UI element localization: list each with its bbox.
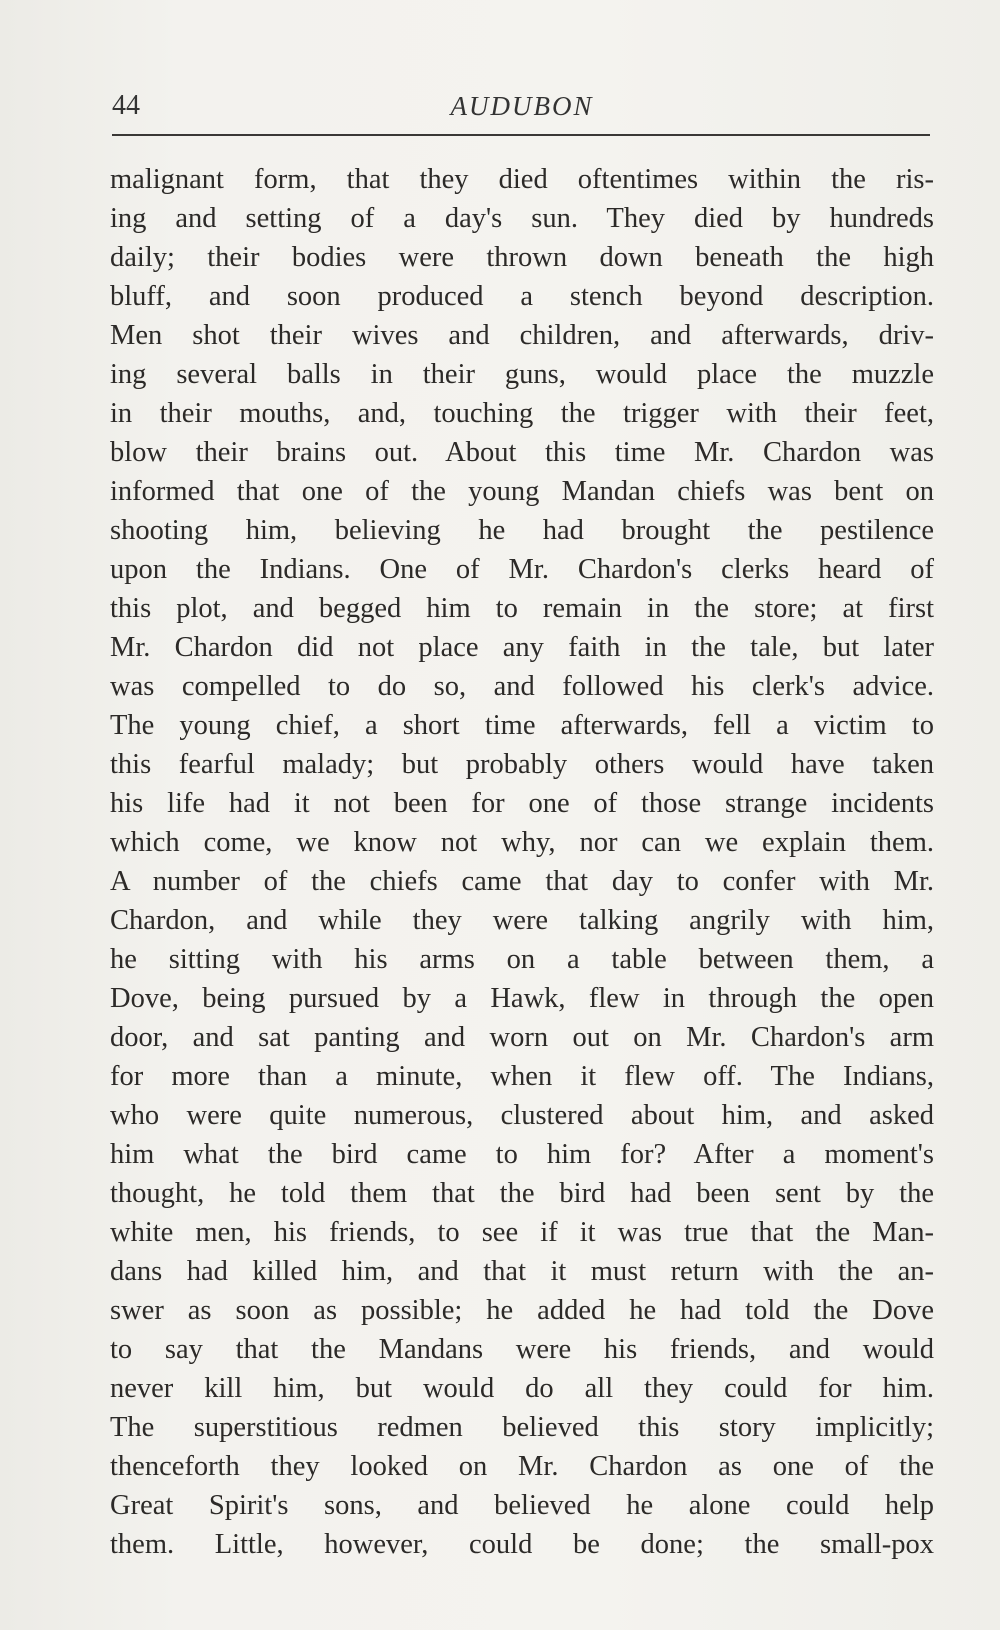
text-line: him what the bird came to him for? After a moment's (110, 1139, 934, 1170)
text-line: this plot, and begged him to remain in the store; at first (110, 593, 934, 624)
text-line: this fearful malady; but probably others would have taken (110, 749, 934, 780)
text-line: The superstitious redmen believed this story implicitly; (110, 1412, 934, 1443)
body-text (110, 160, 934, 1564)
text-line: informed that one of the young Mandan chiefs was bent on (110, 476, 934, 507)
text-line: his life had it not been for one of those strange incidents (110, 788, 934, 819)
text-line: Mr. Chardon did not place any faith in the tale, but later (110, 632, 934, 663)
text-line: white men, his friends, to see if it was true that the Man- (110, 1217, 934, 1248)
text-line: was compelled to do so, and followed his clerk's advice. (110, 671, 934, 702)
text-line: them. Little, however, could be done; the small-pox (110, 1529, 934, 1560)
text-line: Great Spirit's sons, and believed he alone could help (110, 1490, 934, 1521)
text-line: blow their brains out. About this time Mr. Chardon was (110, 437, 934, 468)
text-line: never kill him, but would do all they could for him. (110, 1373, 934, 1404)
text-line: he sitting with his arms on a table between them, a (110, 944, 934, 975)
text-line: A number of the chiefs came that day to confer with Mr. (110, 866, 934, 897)
text-line: The young chief, a short time afterwards, fell a victim to (110, 710, 934, 741)
text-line: which come, we know not why, nor can we explain them. (110, 827, 934, 858)
text-line: swer as soon as possible; he added he had told the Dove (110, 1295, 934, 1326)
text-line: ing several balls in their guns, would place the muzzle (110, 359, 934, 390)
text-line: daily; their bodies were thrown down beneath the high (110, 242, 934, 273)
text-line: Dove, being pursued by a Hawk, flew in through the open (110, 983, 934, 1014)
text-line: bluff, and soon produced a stench beyond description. (110, 281, 934, 312)
text-line: upon the Indians. One of Mr. Chardon's clerks heard of (110, 554, 934, 585)
text-line: for more than a minute, when it flew off. The Indians, (110, 1061, 934, 1092)
text-line: dans had killed him, and that it must return with the an- (110, 1256, 934, 1287)
page-header (112, 86, 932, 126)
text-line: door, and sat panting and worn out on Mr. Chardon's arm (110, 1022, 934, 1053)
text-line: thenceforth they looked on Mr. Chardon as one of the (110, 1451, 934, 1482)
header-rule (112, 134, 930, 136)
page-number: 44 (112, 90, 140, 121)
text-line: Chardon, and while they were talking angrily with him, (110, 905, 934, 936)
text-line: thought, he told them that the bird had been sent by the (110, 1178, 934, 1209)
text-line: to say that the Mandans were his friends, and would (110, 1334, 934, 1365)
text-line: ing and setting of a day's sun. They died by hundreds (110, 203, 934, 234)
text-line: malignant form, that they died oftentimes within the ris- (110, 164, 934, 195)
text-line: in their mouths, and, touching the trigger with their feet, (110, 398, 934, 429)
text-line: Men shot their wives and children, and afterwards, driv- (110, 320, 934, 351)
running-head: AUDUBON (450, 91, 594, 121)
text-line: who were quite numerous, clustered about him, and asked (110, 1100, 934, 1131)
text-line: shooting him, believing he had brought the pestilence (110, 515, 934, 546)
